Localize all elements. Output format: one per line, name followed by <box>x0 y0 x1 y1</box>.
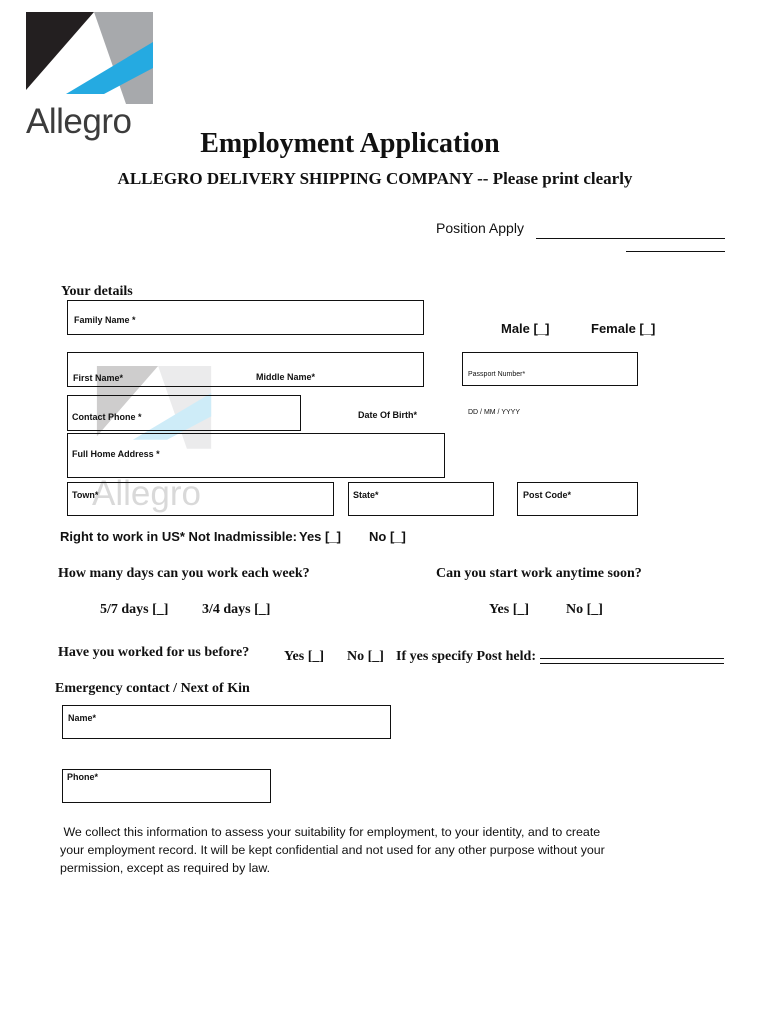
position-apply-line-2[interactable] <box>626 251 725 252</box>
start-soon-no[interactable]: No [_] <box>566 602 603 617</box>
your-details-heading: Your details <box>61 284 133 299</box>
date-of-birth-label: Date Of Birth* <box>358 410 418 420</box>
logo-mark-icon <box>26 12 154 112</box>
post-held-label: If yes specify Post held: <box>396 649 536 664</box>
page-title: Employment Application <box>200 128 500 159</box>
contact-phone-label: Contact Phone * <box>72 412 142 422</box>
logo-wordmark: Allegro <box>26 102 132 141</box>
post-code-label: Post Code* <box>523 490 572 500</box>
company-logo <box>26 12 156 142</box>
family-name-label: Family Name * <box>74 315 136 325</box>
right-to-work-no[interactable]: No [_] <box>369 529 406 544</box>
start-soon-yes[interactable]: Yes [_] <box>489 602 530 617</box>
passport-number-label: Passport Number* <box>468 371 526 378</box>
watermark-wordmark: Allegro <box>92 474 201 513</box>
date-of-birth-format[interactable]: DD / MM / YYYY <box>468 409 520 416</box>
worked-before-no[interactable]: No [_] <box>347 649 384 664</box>
days-3-4-option[interactable]: 3/4 days [_] <box>202 602 271 617</box>
privacy-line-2: your employment record. It will be kept confidential and not used for any other purpose without your <box>60 843 605 857</box>
start-soon-question: Can you start work anytime soon? <box>436 566 642 581</box>
emergency-name-label: Name* <box>68 713 97 723</box>
middle-name-label: Middle Name* <box>256 372 316 382</box>
emergency-name-field[interactable] <box>62 705 391 739</box>
position-apply-line[interactable] <box>536 238 725 239</box>
privacy-line-1: We collect this information to assess your suitability for employment, to your identity, and to create <box>60 825 601 839</box>
page-subtitle: ALLEGRO DELIVERY SHIPPING COMPANY -- Please print clearly <box>117 169 633 188</box>
emergency-contact-heading: Emergency contact / Next of Kin <box>55 681 250 696</box>
right-to-work-yes[interactable]: Yes [_] <box>299 529 341 544</box>
state-label: State* <box>353 490 379 500</box>
worked-before-yes[interactable]: Yes [_] <box>284 649 325 664</box>
passport-number-field[interactable] <box>462 352 638 386</box>
emergency-phone-label: Phone* <box>67 772 99 782</box>
privacy-line-3: permission, except as required by law. <box>60 861 271 875</box>
right-to-work-question: Right to work in US* Not Inadmissible: <box>60 529 297 544</box>
privacy-statement <box>60 823 740 877</box>
worked-before-question: Have you worked for us before? <box>58 645 250 660</box>
post-held-line[interactable] <box>540 658 724 659</box>
home-address-label: Full Home Address * <box>72 449 160 459</box>
first-name-label: First Name* <box>73 373 124 383</box>
town-label: Town* <box>72 490 99 500</box>
days-per-week-question: How many days can you work each week? <box>58 566 310 581</box>
position-apply-label: Position Apply <box>436 220 524 236</box>
town-field[interactable] <box>67 482 334 516</box>
male-option[interactable]: Male [_] <box>501 321 550 336</box>
female-option[interactable]: Female [_] <box>591 321 656 336</box>
post-held-line-2[interactable] <box>540 663 724 664</box>
days-5-7-option[interactable]: 5/7 days [_] <box>100 602 169 617</box>
